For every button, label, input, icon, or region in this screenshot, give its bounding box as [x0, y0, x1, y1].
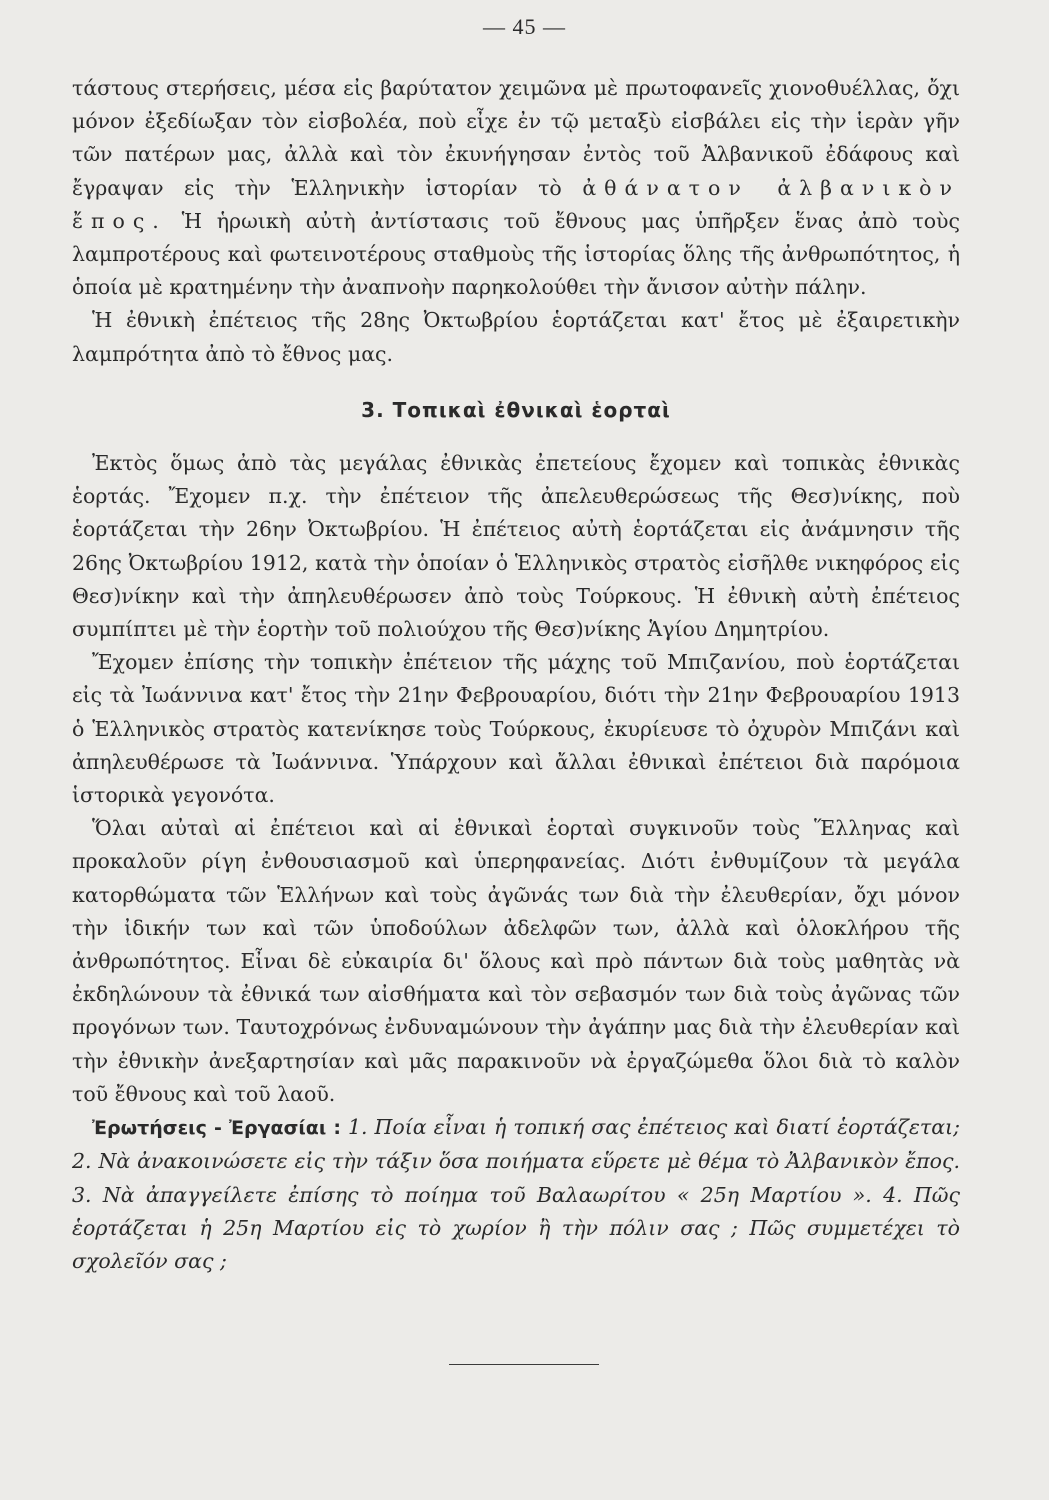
- paragraph-28-october: Ἡ ἐθνικὴ ἐπέτειος τῆς 28ης Ὀκτωβρίου ἑορτάζεται κατ' ἔτος μὲ ἐξαιρετικὴν λαμπρότητα ἀπὸ τὸ ἔθνος μας.: [72, 308, 960, 366]
- paragraph-bizani: Ἔχομεν ἐπίσης τὴν τοπικὴν ἐπέτειον τῆς μάχης τοῦ Μπιζανίου, ποὺ ἑορτάζεται εἰς τὰ Ἰωάννινα κατ' ἔτος τὴν 21ην Φεβρουαρίου, διότι τὴν 21ην Φεβρουαρίου 1913 ὁ Ἑλληνικὸς στρατὸς κατενίκησε τοὺς Τούρκους, ἐκυρίευσε τὸ ὀχυρὸν Μπιζάνι καὶ ἀπηλευθέρωσε τὰ Ἰωάννινα. Ὑπάρχουν καὶ ἄλλαι ἐθνικαὶ ἐπέτειοι διὰ παρόμοια ἱστορικὰ γεγονότα.: [72, 650, 960, 808]
- body-text: [72, 72, 960, 1278]
- paragraph-albanian-epic: [72, 72, 960, 304]
- paragraph-1-text-b: Ἡ ἡρωικὴ αὐτὴ ἀντίστασις τοῦ ἔθνους μας ὑπῆρξεν ἕνας ἀπὸ τοὺς λαμπροτέρους καὶ φωτεινοτέρους σταθμοὺς τῆς ἱστορίας ὅλης τῆς ἀνθρωπότητος, ἡ ὁποία μὲ κρατημένην τὴν ἀναπνοὴν παρηκολούθει τὴν ἄνισον αὐτὴν πάλην.: [72, 208, 960, 300]
- questions-block: [72, 1111, 960, 1278]
- end-rule: [449, 1364, 599, 1365]
- questions-text: 1. Ποία εἶναι ἡ τοπική σας ἐπέτειος καὶ διατί ἑορτάζεται; 2. Νὰ ἀνακοινώσετε εἰς τὴν τάξιν ὅσα ποιήματα εὕρετε μὲ θέμα τὸ Ἀλβανικὸν ἔπος. 3. Νὰ ἀπαγγείλετε ἐπίσης τὸ ποίημα τοῦ Βαλαωρίτου « 25η Μαρτίου ». 4. Πῶς ἑορτάζεται ἡ 25η Μαρτίου εἰς τὸ χωρίον ἢ τὴν πόλιν σας ; Πῶς συμμετέχει τὸ σχολεῖόν σας ;: [72, 1115, 960, 1273]
- section-heading: 3. Τοπικαὶ ἐθνικαὶ ἑορταὶ: [361, 397, 671, 422]
- paragraph-celebrations: Ὅλαι αὐταὶ αἱ ἐπέτειοι καὶ αἱ ἐθνικαὶ ἑορταὶ συγκινοῦν τοὺς Ἕλληνας καὶ προκαλοῦν ρίγη ἐνθουσιασμοῦ καὶ ὑπερηφανείας. Διότι ἐνθυμίζουν τὰ μεγάλα κατορθώματα τῶν Ἑλλήνων καὶ τοὺς ἀγῶνάς των διὰ τὴν ἐλευθερίαν, ὄχι μόνον τὴν ἰδικήν των καὶ τῶν ὑποδούλων ἀδελφῶν των, ἀλλὰ καὶ ὁλοκλήρου τῆς ἀνθρωπότητος. Εἶναι δὲ εὐκαιρία δι' ὅλους καὶ πρὸ πάντων διὰ τοὺς μαθητὰς νὰ ἐκδηλώνουν τὰ ἐθνικά των αἰσθήματα καὶ τὸν σεβασμόν των διὰ τοὺς ἀγῶνας τῶν προγόνων των. Ταυτοχρόνως ἐνδυναμώνουν τὴν ἀγάπην μας διὰ τὴν ἐλευθερίαν καὶ τὴν ἐθνικὴν ἀνεξαρτησίαν καὶ μᾶς παρακινοῦν νὰ ἐργαζώμεθα ὅλοι διὰ τὸ καλὸν τοῦ ἔθνους καὶ τοῦ λαοῦ.: [72, 816, 960, 1106]
- paragraph-1-text-a: τάστους στερήσεις, μέσα εἰς βαρύτατον χειμῶνα μὲ πρωτοφανεῖς χιονοθυέλλας, ὄχι μόνον ἐξεδίωξαν τὸν εἰσβολέα, ποὺ εἶχε ἐν τῷ μεταξὺ εἰσβάλει εἰς τὴν ἱερὰν γῆν τῶν πατέρων μας, ἀλλὰ καὶ τὸν ἐκυνήγησαν ἐντὸς τοῦ Ἀλβανικοῦ ἐδάφους καὶ ἔγραψαν εἰς τὴν Ἑλληνικὴν ἱστορίαν τὸ: [72, 76, 960, 200]
- albanian-epic-phrase: ἀθάνατον ἀλβανικὸν ἔπος.: [72, 175, 960, 233]
- page-number: — 45 —: [483, 14, 566, 39]
- questions-lead: Ἐρωτήσεις - Ἐργασίαι :: [92, 1117, 341, 1140]
- paragraph-thessaloniki: Ἐκτὸς ὅμως ἀπὸ τὰς μεγάλας ἐθνικὰς ἐπετείους ἔχομεν καὶ τοπικὰς ἐθνικὰς ἑορτάς. Ἔχομεν π.χ. τὴν ἐπέτειον τῆς ἀπελευθερώσεως τῆς Θεσ)νίκης, ποὺ ἑορτάζεται τὴν 26ην Ὀκτωβρίου. Ἡ ἐπέτειος αὐτὴ ἑορτάζεται εἰς ἀνάμνησιν τῆς 26ης Ὀκτωβρίου 1912, κατὰ τὴν ὁποίαν ὁ Ἑλληνικὸς στρατὸς εἰσῆλθε νικηφόρος εἰς Θεσ)νίκην καὶ τὴν ἀπηλευθέρωσεν ἀπὸ τοὺς Τούρκους. Ἡ ἐθνικὴ αὐτὴ ἐπέτειος συμπίπτει μὲ τὴν ἑορτὴν τοῦ πολιούχου τῆς Θεσ)νίκης Ἁγίου Δημητρίου.: [72, 451, 960, 642]
